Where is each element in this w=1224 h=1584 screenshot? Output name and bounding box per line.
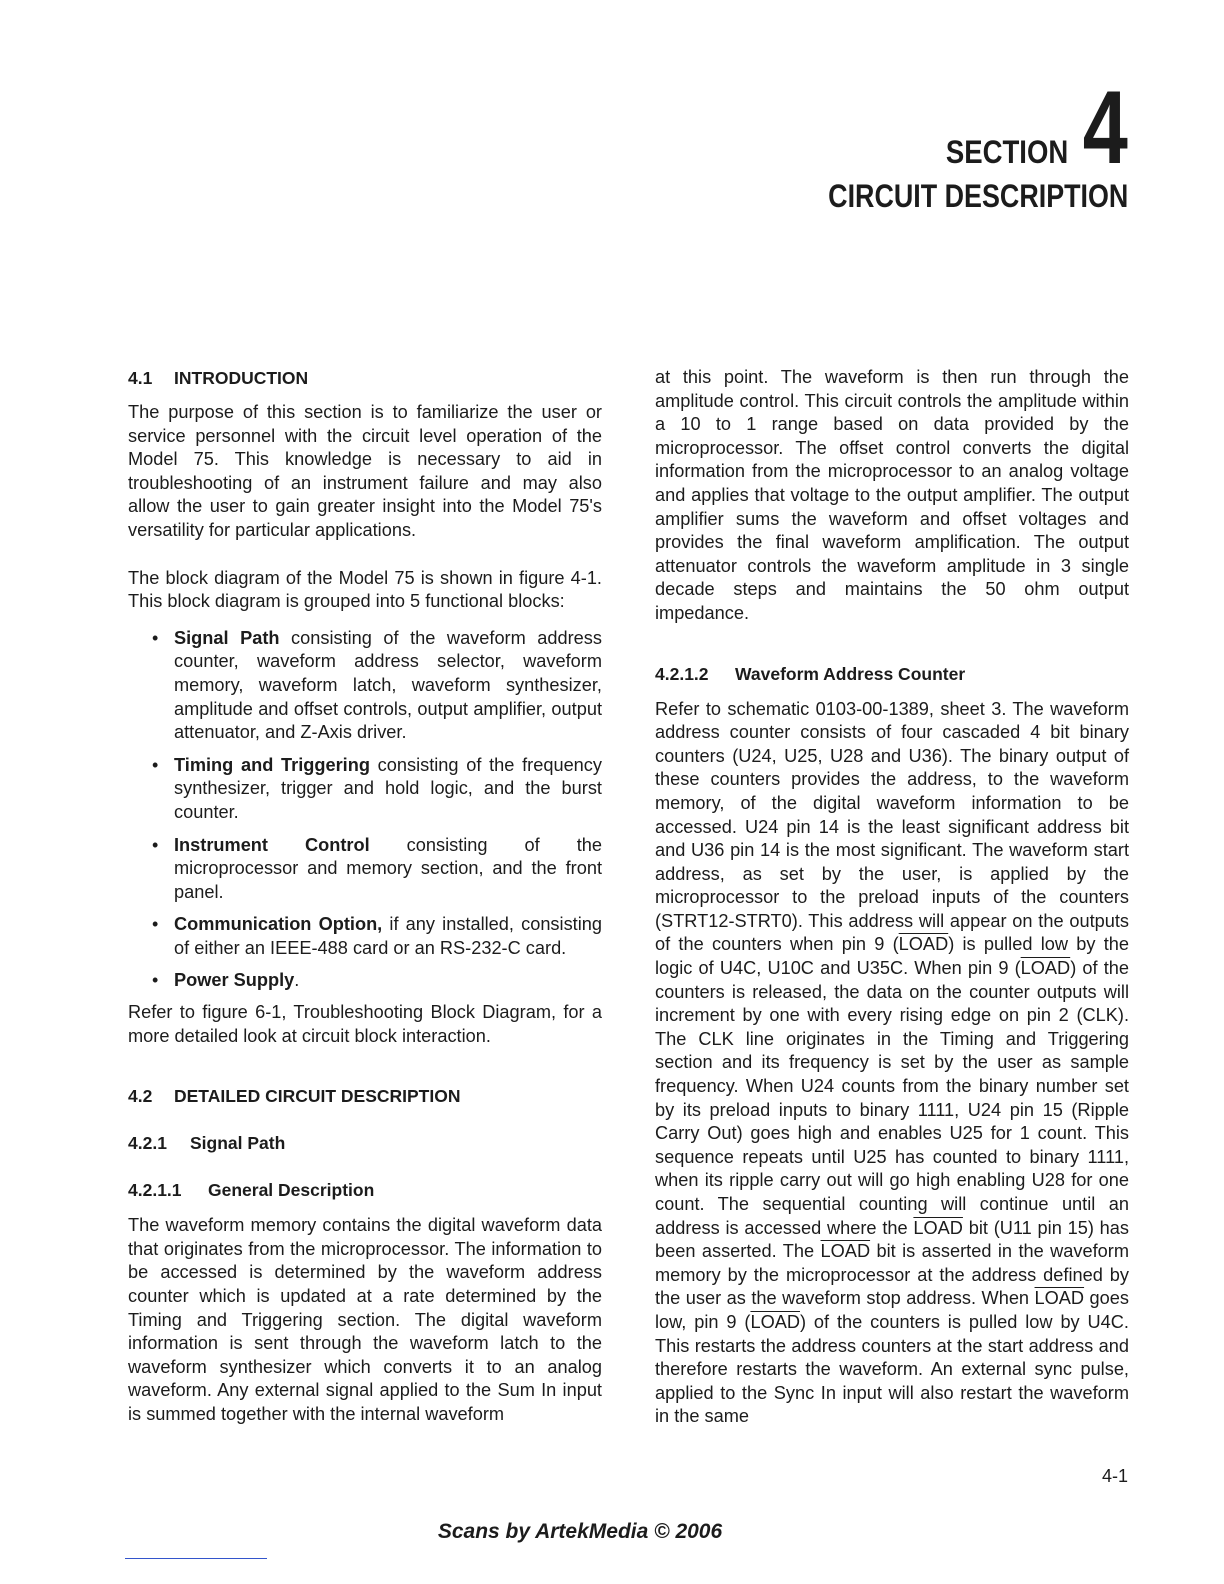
intro-heading: 4.1 INTRODUCTION xyxy=(128,368,309,388)
scan-credit: Scans by ArtekMedia © 2006 xyxy=(437,1520,723,1543)
section-label xyxy=(771,70,1128,186)
left-column xyxy=(128,366,602,1427)
address-counter-paragraph: Refer to schematic 0103-00-1389, sheet 3. The waveform address counter consists of four cascaded 4 bit binary counters (U24, U25, U28 and U36). The binary output of these counters provides the address, to the waveform memory, of the digital waveform information to be accessed. U24 pin 14 is the least significant address bit and U36 pin 14 is the most significant. The waveform start address, as set by the user, is applied by the microprocessor to the preload inputs of the counters (STRT12-STRT0). This address will appear on the outputs of the counters when pin 9 (LOAD) is pulled low by the logic of U4C, U10C and U35C. When pin 9 (LOAD) of the counters is released, the data on the counter outputs will increment by one with every rising edge on pin 2 (CLK). The CLK line originates in the Timing and Triggering section and its frequency is set by the user as sample frequency. When U24 counts from the binary number set by its preload inputs to binary 1111, U24 pin 15 (Ripple Carry Out) goes high and enables U25 for 1 count. This sequence repeats until U25 has counted to binary 1111, when its ripple carry out will go high enabling U28 for one count. The sequential counting will continue until an address is accessed where the LOAD bit (U11 pin 15) has been asserted. The LOAD bit is asserted in the waveform memory by the microprocessor at the address defined by the user as the waveform stop address. When LOAD goes low, pin 9 (LOAD) of the counters is pulled low by U4C. This restarts the address counters at the start address and therefore restarts the waveform. An external sync pulse, applied to the Sync In input will also restart the waveform in the same xyxy=(655,698,1129,1427)
list-item: • Communication Option, if any installed, consisting of either an IEEE-488 card or an RS-232-C card. xyxy=(128,913,602,960)
signal-path-continued-paragraph: at this point. The waveform is then run through the amplitude control. This circuit controls the amplitude within a 10 to 1 range based on data provided by the microprocessor. The offset control converts the digital information from the microprocessor to an analog voltage and applies that voltage to the output amplifier. The output amplifier sums the waveform and offset voltages and provides the final waveform amplification. The output attenuator controls the waveform amplitude in 3 single decade steps and maintains the 50 ohm output impedance. xyxy=(655,367,1129,623)
general-description-heading: 4.2.1.1 General Description xyxy=(128,1180,375,1201)
right-column xyxy=(655,366,1129,1429)
detailed-heading: 4.2 DETAILED CIRCUIT DESCRIPTION xyxy=(128,1086,461,1107)
general-description-paragraph: The waveform memory contains the digital waveform data that originates from the microprocessor. The information to be accessed is determined by the waveform address counter which is updated at a rate determined by the Timing and Triggering section. The digital waveform information is sent through the waveform latch to the waveform synthesizer which converts it to an analog waveform. Any external signal applied to the Sum In input is summed together with the internal waveform xyxy=(128,1215,602,1424)
footer-rule xyxy=(125,1558,267,1559)
list-item: • Instrument Control consisting of the microprocessor and memory section, and the front panel. xyxy=(128,834,602,905)
list-item: • Timing and Triggering consisting of the frequency synthesizer, trigger and hold logic, and the burst counter. xyxy=(128,754,602,825)
load-signal: LOAD xyxy=(898,934,949,955)
functional-blocks-list xyxy=(128,627,602,993)
list-item: • Signal Path consisting of the waveform address counter, waveform address selector, waveform memory, waveform latch, waveform synthesizer, amplitude and offset controls, output amplifier, output attenuator, and Z-Axis driver. xyxy=(128,627,602,745)
address-counter-heading: 4.2.1.2 Waveform Address Counter xyxy=(655,663,966,684)
list-item: • Power Supply. xyxy=(128,969,602,993)
intro-paragraph-3: Refer to figure 6-1, Troubleshooting Block Diagram, for a more detailed look at circuit block interaction. xyxy=(128,1002,602,1046)
page-number: 4-1 xyxy=(1101,1466,1128,1486)
load-signal: LOAD xyxy=(820,1241,871,1262)
intro-paragraph-1: The purpose of this section is to familiarize the user or service personnel with the circuit level operation of the Model 75. This knowledge is necessary to aid in troubleshooting of an instrument failure and may also allow the user to gain greater insight into the Model 75's versatility for particular applications. xyxy=(128,402,602,540)
signal-path-heading: 4.2.1 Signal Path xyxy=(128,1133,286,1154)
section-heading xyxy=(771,70,1128,214)
load-signal: LOAD xyxy=(1020,958,1071,979)
load-signal: LOAD xyxy=(750,1311,800,1332)
section-number: 4 xyxy=(1082,70,1128,186)
section-title: CIRCUIT DESCRIPTION xyxy=(827,177,1128,214)
intro-paragraph-2: The block diagram of the Model 75 is shown in figure 4-1. This block diagram is grouped into 5 functional blocks: xyxy=(128,567,602,612)
load-signal: LOAD xyxy=(913,1217,963,1238)
load-signal: LOAD xyxy=(1034,1288,1085,1309)
section-word: SECTION xyxy=(945,133,1069,170)
